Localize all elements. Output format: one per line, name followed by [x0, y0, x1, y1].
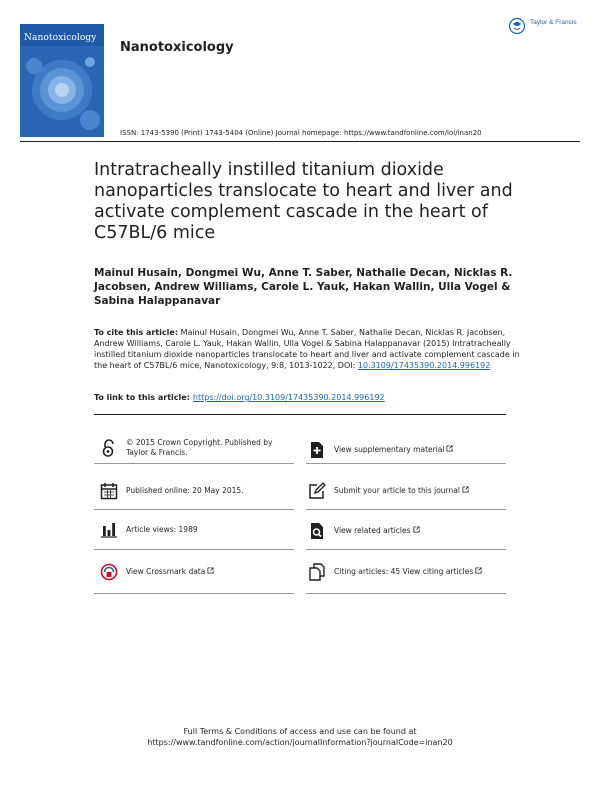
cover-title: Nanotoxicology [24, 33, 97, 43]
citation-label: To cite this article: [94, 328, 179, 337]
copyright-text: © 2015 Crown Copyright. Published by Taylor & Francis. [126, 438, 273, 457]
supplementary-label: View supplementary material [334, 445, 445, 454]
crossmark-label: View Crossmark data [126, 567, 206, 576]
grid-divider [306, 509, 506, 510]
grid-divider [94, 549, 294, 550]
submit-article-link[interactable] [308, 482, 504, 500]
grid-divider [94, 593, 294, 594]
supplementary-material-link[interactable] [308, 441, 504, 459]
citation-block [94, 327, 524, 371]
journal-cover-image [20, 24, 104, 137]
publisher-logo [508, 16, 586, 36]
views-text: Article views: 1989 [126, 525, 198, 534]
citation-text: Mainul Husain, Dongmei Wu, Anne T. Saber, Nathalie Decan, Nicklas R. Jacobsen, Andrew Williams, Carole L. Yauk, Hakan Wallin, Ulla Vogel & Sabina Halappanavar (2015) Intratracheally instilled titanium dioxide nanoparticles translocate to heart and liver and activate complement cascade in the heart of C57BL/6 mice, Nanotoxicology, 9:8, 1013-1022, DOI: [94, 328, 520, 370]
edit-icon [308, 482, 326, 500]
related-label: View related articles [334, 526, 411, 535]
grid-divider [94, 509, 294, 510]
article-views [100, 521, 290, 539]
issn-text: ISSN: 1743-5390 (Print) 1743-5404 (Online) Journal homepage: [120, 129, 344, 137]
journal-homepage-link[interactable]: https://www.tandfonline.com/loi/inan20 [343, 129, 482, 137]
citation-doi-link[interactable]: 10.3109/17435390.2014.996192 [357, 361, 491, 370]
open-lock-icon [100, 439, 118, 457]
author-list: Mainul Husain, Dongmei Wu, Anne T. Saber, Nathalie Decan, Nicklas R. Jacobsen, Andrew Williams, Carole L. Yauk, Hakan Wallin, Ulla Vogel & Sabina Halappanavar [94, 267, 513, 307]
grid-divider [306, 593, 506, 594]
grid-divider [94, 463, 294, 464]
grid-divider [306, 463, 506, 464]
article-link-label: To link to this article: [94, 393, 190, 402]
publisher-logo-text: Taylor & Francis [530, 19, 577, 26]
document-search-icon [308, 522, 326, 540]
taylor-francis-logo-icon [508, 17, 526, 35]
related-articles-link[interactable] [308, 522, 504, 540]
grid-divider [306, 549, 506, 550]
article-title: Intratracheally instilled titanium dioxide nanoparticles translocate to heart and liver and activate complement cascade in the heart of C57BL/6 mice [94, 160, 513, 243]
publication-date [100, 482, 290, 500]
external-link-icon [207, 567, 214, 574]
external-link-icon [475, 567, 482, 574]
info-divider [94, 414, 506, 415]
external-link-icon [413, 526, 420, 533]
external-link-icon [462, 486, 469, 493]
citing-label: Citing articles: 45 View citing articles [334, 567, 474, 576]
article-link-line [94, 393, 385, 402]
crossmark-icon [100, 563, 118, 581]
footer-terms-link[interactable]: https://www.tandfonline.com/action/journalInformation?journalCode=inan20 [147, 738, 453, 747]
footer-line-1: Full Terms & Conditions of access and use can be found at [183, 727, 417, 736]
bar-chart-icon [100, 521, 118, 539]
citing-articles-link[interactable] [308, 563, 504, 581]
copyright-info [100, 438, 290, 458]
cover-art [20, 46, 104, 137]
journal-name: Nanotoxicology [120, 40, 234, 55]
external-link-icon [446, 445, 453, 452]
footer-terms [0, 726, 600, 748]
calendar-icon [100, 482, 118, 500]
document-plus-icon [308, 441, 326, 459]
issn-line [120, 129, 482, 137]
crossmark-link[interactable] [100, 563, 290, 581]
published-text: Published online: 20 May 2015. [126, 486, 244, 495]
header-divider [20, 141, 580, 142]
article-doi-link[interactable]: https://doi.org/10.3109/17435390.2014.996192 [192, 393, 385, 402]
documents-stack-icon [308, 563, 326, 581]
submit-label: Submit your article to this journal [334, 486, 460, 495]
